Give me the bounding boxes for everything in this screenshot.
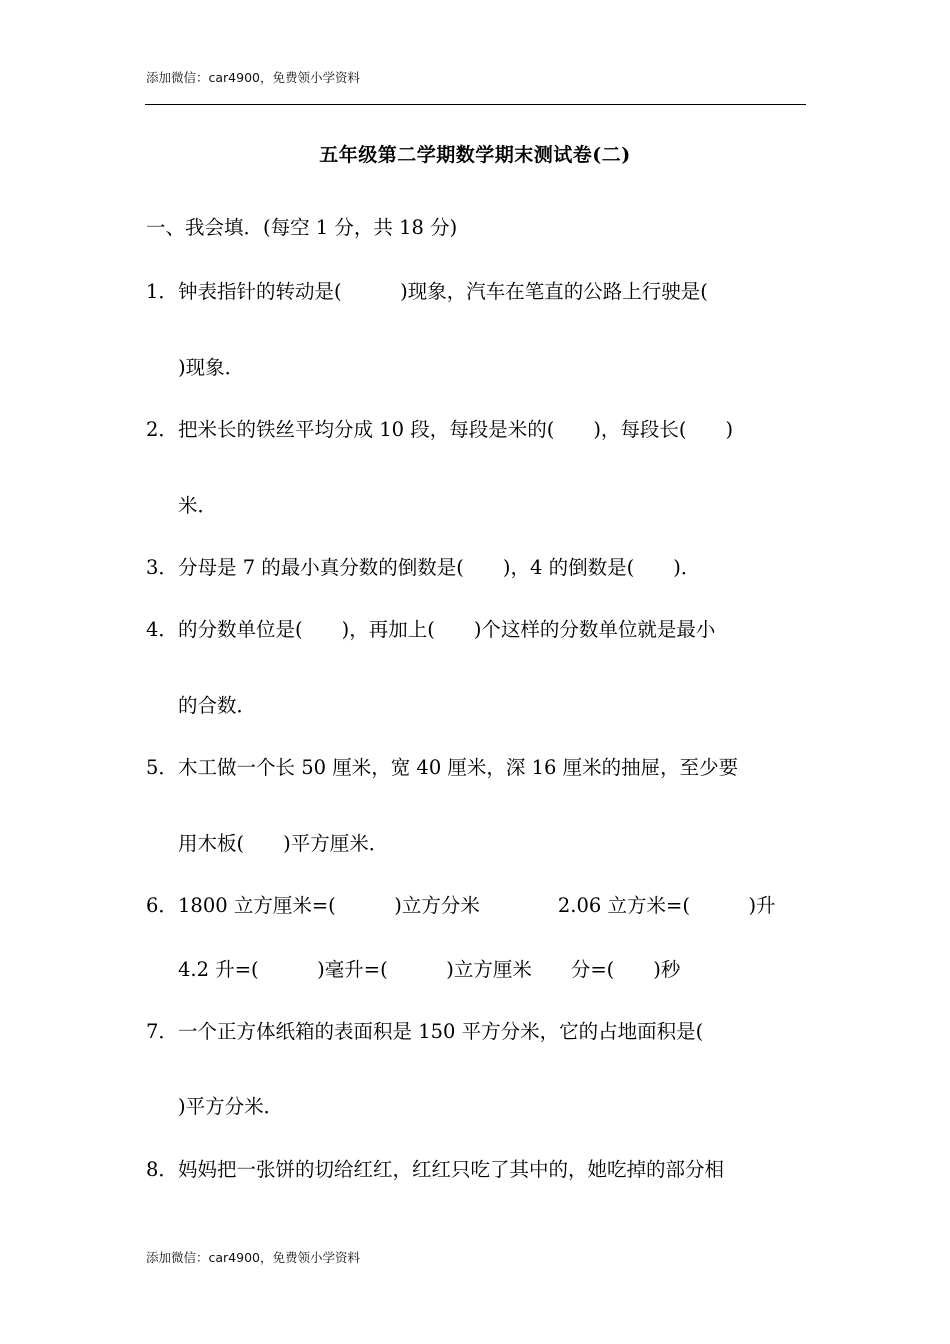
header-rule: [145, 104, 806, 105]
question-number: 8．: [146, 1158, 178, 1181]
question-text: 把米长的铁丝平均分成 10 段，每段是米的( )，每段长( ): [178, 418, 734, 441]
header-note: 添加微信：car4900，免费领小学资料: [146, 70, 360, 85]
exam-title: 五年级第二学期数学期末测试卷(二): [319, 144, 631, 166]
question-text: 木工做一个长 50 厘米，宽 40 厘米，深 16 厘米的抽屉，至少要: [178, 756, 739, 779]
footer-note: 添加微信：car4900，免费领小学资料: [146, 1250, 360, 1265]
question-text-continued: 4.2 升=( )毫升=( )立方厘米 分=( )秒: [178, 958, 681, 981]
question-number: 3．: [146, 556, 178, 579]
question-text: 1800 立方厘米=( )立方分米 2.06 立方米=( )升: [178, 894, 776, 917]
question-number: 7．: [146, 1020, 178, 1043]
question-text: 钟表指针的转动是( )现象，汽车在笔直的公路上行驶是(: [178, 280, 708, 303]
question-number: 5．: [146, 756, 178, 779]
question-text-continued: )现象．: [178, 356, 245, 379]
question-text-continued: )平方分米．: [178, 1095, 284, 1118]
question-number: 4．: [146, 618, 178, 641]
question-text: 的分数单位是( )，再加上( )个这样的分数单位就是最小: [178, 618, 716, 641]
question-number: 6．: [146, 894, 178, 917]
question-text: 一个正方体纸箱的表面积是 150 平方分米，它的占地面积是(: [178, 1020, 704, 1043]
question-text-continued: 用木板( )平方厘米．: [178, 832, 389, 855]
question-number: 1．: [146, 280, 178, 303]
question-number: 2．: [146, 418, 178, 441]
question-text: 妈妈把一张饼的切给红红，红红只吃了其中的，她吃掉的部分相: [178, 1158, 725, 1181]
question-text: 分母是 7 的最小真分数的倒数是( )，4 的倒数是( )．: [178, 556, 701, 579]
section-heading: 一、我会填．(每空 1 分，共 18 分): [146, 216, 458, 239]
question-text-continued: 米．: [178, 494, 218, 517]
question-text-continued: 的合数．: [178, 694, 257, 717]
